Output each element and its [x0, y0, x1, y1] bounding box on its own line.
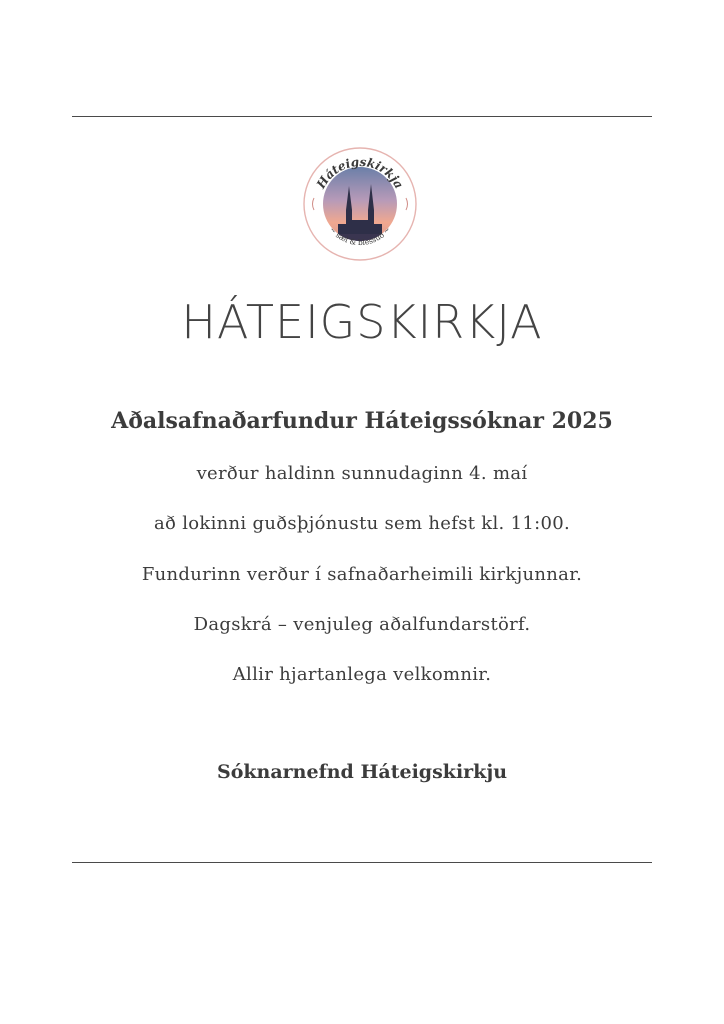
svg-text:Háteigskirkja: [313, 155, 406, 192]
meeting-date-line: verður haldinn sunnudaginn 4. maí: [196, 463, 528, 484]
logo-text-layer: [302, 146, 418, 262]
signature: Sóknarnefnd Háteigskirkju: [216, 761, 508, 783]
meeting-heading: Aðalsafnaðarfundur Háteigssóknar 2025: [111, 408, 613, 434]
meeting-location-line: Fundurinn verður í safnaðarheimili kirkjunnar.: [141, 564, 583, 585]
top-divider: [72, 116, 652, 117]
meeting-time-line: að lokinni guðsþjónustu sem hefst kl. 11:00.: [154, 513, 570, 534]
welcome-line: Allir hjartanlega velkomnir.: [232, 664, 492, 685]
svg-text:~ sæl & blessuð ~: [328, 225, 392, 247]
logo-tagline: ~ sæl & blessuð ~: [327, 225, 393, 248]
church-logo: [302, 146, 418, 262]
bottom-divider: [72, 862, 652, 863]
logo-arc-text: Háteigskirkja: [313, 154, 407, 192]
church-name-title: HÁTEIGSKIRKJA: [181, 295, 543, 349]
meeting-agenda-line: Dagskrá – venjuleg aðalfundarstörf.: [193, 614, 531, 635]
